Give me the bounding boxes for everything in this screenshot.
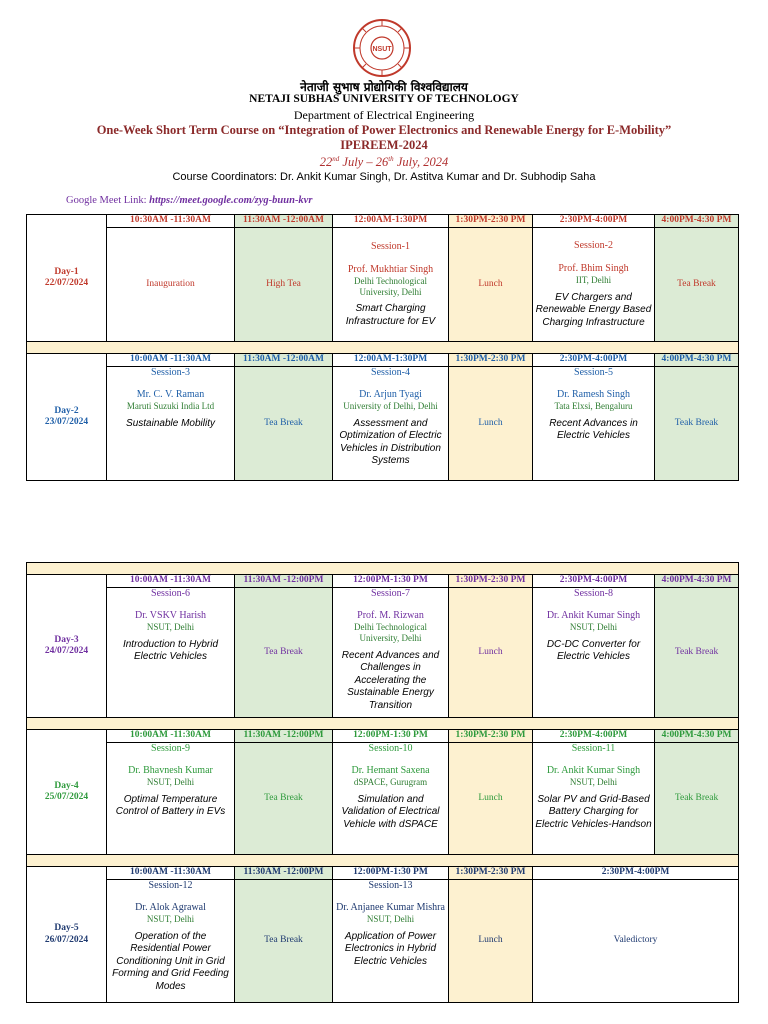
time-slot: 10:00AM -11:30AM bbox=[107, 354, 235, 367]
schedule-table-1 bbox=[26, 214, 739, 481]
lunch-cell: Lunch bbox=[449, 228, 533, 342]
time-slot: 12:00AM-1:30PM bbox=[333, 354, 449, 367]
time-slot: 12:00PM-1:30 PM bbox=[333, 730, 449, 743]
inauguration-cell: Inauguration bbox=[107, 228, 235, 342]
tea-break-cell: Teak Break bbox=[655, 588, 739, 718]
university-name: NETAJI SUBHAS UNIVERSITY OF TECHNOLOGY bbox=[249, 93, 519, 105]
session-5-cell: Session-5 Dr. Ramesh Singh Tata Elxsi, Bengaluru Recent Advances in Electric Vehicles bbox=[533, 367, 655, 481]
day5-cell: Day-5 26/07/2024 bbox=[27, 867, 107, 1003]
session-2-cell: Session-2 Prof. Bhim Singh IIT, Delhi EV Chargers and Renewable Energy Based Charging Infrastructure bbox=[533, 228, 655, 342]
time-slot: 10:00AM -11:30AM bbox=[107, 575, 235, 588]
row-separator bbox=[27, 563, 739, 575]
day3-cell: Day-3 24/07/2024 bbox=[27, 575, 107, 718]
time-slot: 2:30PM-4:00PM bbox=[533, 354, 655, 367]
day1-cell: Day-1 22/07/2024 bbox=[27, 215, 107, 342]
time-slot: 12:00PM-1:30 PM bbox=[333, 867, 449, 880]
tea-break-cell: Tea Break bbox=[235, 880, 333, 1003]
session-7-cell: Session-7 Prof. M. Rizwan Delhi Technological University, Delhi Recent Advances and Challenges in Accelerating the Sustainable Energy Transition bbox=[333, 588, 449, 718]
row-separator bbox=[27, 855, 739, 867]
time-slot: 11:30AM -12:00AM bbox=[235, 215, 333, 228]
lunch-cell: Lunch bbox=[449, 743, 533, 855]
session-4-cell: Session-4 Dr. Arjun Tyagi University of Delhi, Delhi Assessment and Optimization of Electric Vehicles in Distribution Systems bbox=[333, 367, 449, 481]
schedule-table-2 bbox=[26, 562, 739, 1003]
nsut-logo-icon bbox=[352, 18, 412, 78]
time-slot: 1:30PM-2:30 PM bbox=[449, 867, 533, 880]
time-slot: 11:30AM -12:00PM bbox=[235, 575, 333, 588]
time-slot: 10:30AM -11:30AM bbox=[107, 215, 235, 228]
time-slot: 11:30AM -12:00PM bbox=[235, 867, 333, 880]
time-slot: 1:30PM-2:30 PM bbox=[449, 730, 533, 743]
time-slot: 2:30PM-4:00PM bbox=[533, 575, 655, 588]
session-10-cell: Session-10 Dr. Hemant Saxena dSPACE, Gurugram Simulation and Validation of Electrical Vehicle with dSPACE bbox=[333, 743, 449, 855]
lunch-cell: Lunch bbox=[449, 588, 533, 718]
tea-break-cell: Tea Break bbox=[235, 743, 333, 855]
session-9-cell: Session-9 Dr. Bhavnesh Kumar NSUT, Delhi Optimal Temperature Control of Battery in EVs bbox=[107, 743, 235, 855]
tea-break-cell: Teak Break bbox=[655, 367, 739, 481]
day4-cell: Day-4 25/07/2024 bbox=[27, 730, 107, 855]
time-slot: 4:00PM-4:30 PM bbox=[655, 215, 739, 228]
tea-break-cell: Tea Break bbox=[655, 228, 739, 342]
row-separator bbox=[27, 342, 739, 354]
time-slot: 2:30PM-4:00PM bbox=[533, 730, 655, 743]
session-11-cell: Session-11 Dr. Ankit Kumar Singh NSUT, Delhi Solar PV and Grid-Based Battery Charging for Electric Vehicles-Handson bbox=[533, 743, 655, 855]
time-slot: 1:30PM-2:30 PM bbox=[449, 215, 533, 228]
google-meet-link[interactable]: Google Meet Link: https://meet.google.com/zyg-buun-kvr bbox=[66, 195, 313, 206]
time-slot: 11:30AM -12:00PM bbox=[235, 730, 333, 743]
tea-break-cell: Tea Break bbox=[235, 367, 333, 481]
day2-cell: Day-2 23/07/2024 bbox=[27, 354, 107, 481]
time-slot: 2:30PM-4:00PM bbox=[533, 215, 655, 228]
tea-break-cell: Tea Break bbox=[235, 588, 333, 718]
session-1-cell: Session-1 Prof. Mukhtiar Singh Delhi Technological University, Delhi Smart Charging Infrastructure for EV bbox=[333, 228, 449, 342]
time-slot: 12:00AM-1:30PM bbox=[333, 215, 449, 228]
time-slot: 10:00AM -11:30AM bbox=[107, 867, 235, 880]
university-name-hindi: नेताजी सुभाष प्रोद्योगिकी विश्वविद्यालय bbox=[300, 80, 468, 94]
course-dates: 22nd July – 26th July, 2024 bbox=[319, 155, 449, 170]
course-title: One-Week Short Term Course on “Integration of Power Electronics and Renewable Energy for E-Mobility” bbox=[96, 123, 672, 137]
session-6-cell: Session-6 Dr. VSKV Harish NSUT, Delhi Introduction to Hybrid Electric Vehicles bbox=[107, 588, 235, 718]
time-slot: 4:00PM-4:30 PM bbox=[655, 354, 739, 367]
time-slot: 4:00PM-4:30 PM bbox=[655, 575, 739, 588]
high-tea-cell: High Tea bbox=[235, 228, 333, 342]
time-slot: 10:00AM -11:30AM bbox=[107, 730, 235, 743]
lunch-cell: Lunch bbox=[449, 367, 533, 481]
time-slot: 2:30PM-4:00PM bbox=[533, 867, 739, 880]
course-coordinators: Course Coordinators: Dr. Ankit Kumar Singh, Dr. Astitva Kumar and Dr. Subhodip Saha bbox=[172, 171, 596, 183]
row-separator bbox=[27, 718, 739, 730]
time-slot: 11:30AM -12:00AM bbox=[235, 354, 333, 367]
valedictory-cell: Valedictory bbox=[533, 880, 739, 1003]
lunch-cell: Lunch bbox=[449, 880, 533, 1003]
tea-break-cell: Teak Break bbox=[655, 743, 739, 855]
time-slot: 1:30PM-2:30 PM bbox=[449, 575, 533, 588]
session-3-cell: Session-3 Mr. C. V. Raman Maruti Suzuki India Ltd Sustainable Mobility bbox=[107, 367, 235, 481]
department-name: Department of Electrical Engineering bbox=[293, 108, 475, 122]
course-code: IPEREEM-2024 bbox=[340, 138, 428, 152]
session-8-cell: Session-8 Dr. Ankit Kumar Singh NSUT, Delhi DC-DC Converter for Electric Vehicles bbox=[533, 588, 655, 718]
svg-text:NSUT: NSUT bbox=[372, 46, 392, 53]
session-12-cell: Session-12 Dr. Alok Agrawal NSUT, Delhi Operation of the Residential Power Conditioning Unit in Grid Forming and Grid Feeding Modes bbox=[107, 880, 235, 1003]
session-13-cell: Session-13 Dr. Anjanee Kumar Mishra NSUT, Delhi Application of Power Electronics in Hybrid Electric Vehicles bbox=[333, 880, 449, 1003]
time-slot: 1:30PM-2:30 PM bbox=[449, 354, 533, 367]
time-slot: 12:00PM-1:30 PM bbox=[333, 575, 449, 588]
time-slot: 4:00PM-4:30 PM bbox=[655, 730, 739, 743]
